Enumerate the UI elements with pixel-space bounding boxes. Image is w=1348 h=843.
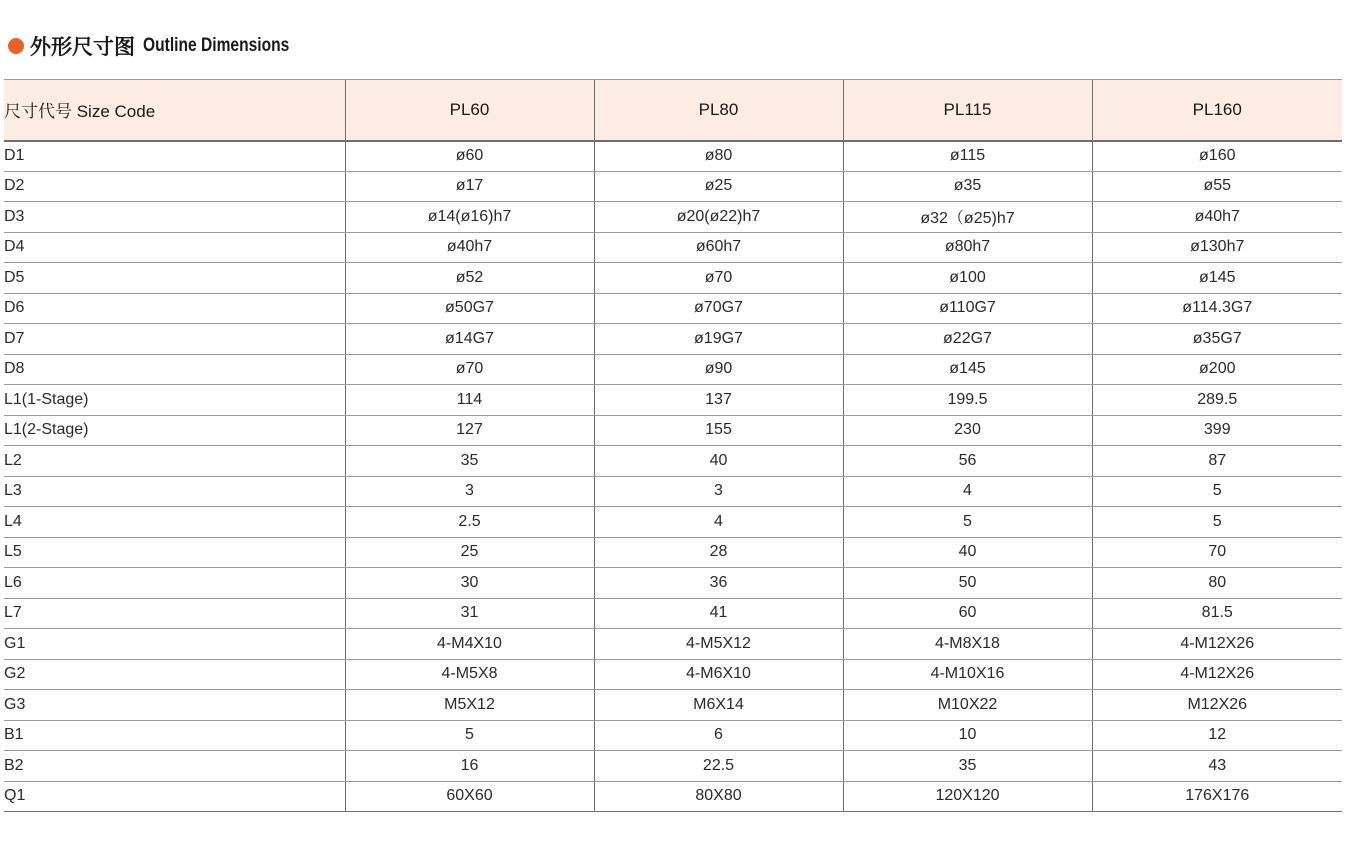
table-row <box>4 141 1342 172</box>
value-cell: 40 <box>594 446 843 477</box>
table-row <box>4 476 1342 507</box>
row-label-cell: D3 <box>4 202 345 233</box>
value-cell: 5 <box>843 507 1092 538</box>
value-cell: 5 <box>1092 507 1342 538</box>
value-cell: ø200 <box>1092 354 1342 385</box>
value-cell: ø14G7 <box>345 324 594 355</box>
value-cell: ø70G7 <box>594 293 843 324</box>
heading-title-english: Outline Dimensions <box>143 35 290 56</box>
row-label-cell: D5 <box>4 263 345 294</box>
column-header-model: PL80 <box>594 80 843 141</box>
value-cell: 4 <box>843 476 1092 507</box>
value-cell: ø14(ø16)h7 <box>345 202 594 233</box>
value-cell: ø55 <box>1092 171 1342 202</box>
value-cell: 4-M8X18 <box>843 629 1092 660</box>
value-cell: ø32（ø25)h7 <box>843 202 1092 233</box>
value-cell: 22.5 <box>594 751 843 782</box>
row-label-cell: L7 <box>4 598 345 629</box>
value-cell: ø22G7 <box>843 324 1092 355</box>
value-cell: 30 <box>345 568 594 599</box>
value-cell: 3 <box>345 476 594 507</box>
table-row <box>4 690 1342 721</box>
table-row <box>4 415 1342 446</box>
value-cell: 41 <box>594 598 843 629</box>
value-cell: 4 <box>594 507 843 538</box>
value-cell: 4-M5X12 <box>594 629 843 660</box>
value-cell: ø40h7 <box>1092 202 1342 233</box>
table-row <box>4 202 1342 233</box>
column-header-size-code: 尺寸代号 Size Code <box>4 80 345 141</box>
bullet-dot-icon <box>8 38 24 54</box>
table-row <box>4 171 1342 202</box>
value-cell: ø60 <box>345 141 594 172</box>
row-label-cell: Q1 <box>4 781 345 812</box>
table-row <box>4 598 1342 629</box>
value-cell: 289.5 <box>1092 385 1342 416</box>
heading-title-chinese: 外形尺寸图 <box>30 36 135 59</box>
row-label-cell: D2 <box>4 171 345 202</box>
value-cell: 399 <box>1092 415 1342 446</box>
value-cell: 16 <box>345 751 594 782</box>
section-heading <box>8 32 321 60</box>
table-row <box>4 232 1342 263</box>
column-header-model: PL115 <box>843 80 1092 141</box>
value-cell: 60X60 <box>345 781 594 812</box>
table-body <box>4 141 1342 812</box>
row-label-cell: D7 <box>4 324 345 355</box>
value-cell: 4-M10X16 <box>843 659 1092 690</box>
row-label-cell: L4 <box>4 507 345 538</box>
value-cell: 50 <box>843 568 1092 599</box>
value-cell: ø80h7 <box>843 232 1092 263</box>
value-cell: 31 <box>345 598 594 629</box>
row-label-cell: B1 <box>4 720 345 751</box>
row-label-cell: L1(2-Stage) <box>4 415 345 446</box>
column-header-model: PL160 <box>1092 80 1342 141</box>
value-cell: M10X22 <box>843 690 1092 721</box>
value-cell: ø160 <box>1092 141 1342 172</box>
value-cell: ø50G7 <box>345 293 594 324</box>
value-cell: 60 <box>843 598 1092 629</box>
row-label-cell: G2 <box>4 659 345 690</box>
value-cell: 10 <box>843 720 1092 751</box>
value-cell: 6 <box>594 720 843 751</box>
value-cell: 35 <box>345 446 594 477</box>
table-row <box>4 293 1342 324</box>
table-row <box>4 385 1342 416</box>
value-cell: 199.5 <box>843 385 1092 416</box>
table-row <box>4 446 1342 477</box>
value-cell: 5 <box>345 720 594 751</box>
table-row <box>4 659 1342 690</box>
value-cell: 5 <box>1092 476 1342 507</box>
value-cell: 28 <box>594 537 843 568</box>
value-cell: 4-M12X26 <box>1092 629 1342 660</box>
table-row <box>4 354 1342 385</box>
row-label-cell: L6 <box>4 568 345 599</box>
value-cell: 12 <box>1092 720 1342 751</box>
row-label-cell: L3 <box>4 476 345 507</box>
value-cell: ø20(ø22)h7 <box>594 202 843 233</box>
value-cell: ø35G7 <box>1092 324 1342 355</box>
value-cell: M12X26 <box>1092 690 1342 721</box>
value-cell: ø145 <box>1092 263 1342 294</box>
value-cell: 4-M12X26 <box>1092 659 1342 690</box>
table-row <box>4 263 1342 294</box>
value-cell: 36 <box>594 568 843 599</box>
row-label-cell: D6 <box>4 293 345 324</box>
value-cell: 120X120 <box>843 781 1092 812</box>
row-label-cell: B2 <box>4 751 345 782</box>
table-row <box>4 324 1342 355</box>
value-cell: 230 <box>843 415 1092 446</box>
column-header-model: PL60 <box>345 80 594 141</box>
table-row <box>4 751 1342 782</box>
table-row <box>4 537 1342 568</box>
value-cell: ø70 <box>345 354 594 385</box>
table-row <box>4 507 1342 538</box>
row-label-cell: G3 <box>4 690 345 721</box>
value-cell: ø145 <box>843 354 1092 385</box>
value-cell: 114 <box>345 385 594 416</box>
value-cell: ø40h7 <box>345 232 594 263</box>
value-cell: M5X12 <box>345 690 594 721</box>
value-cell: ø52 <box>345 263 594 294</box>
value-cell: 35 <box>843 751 1092 782</box>
row-label-cell: L1(1-Stage) <box>4 385 345 416</box>
value-cell: 56 <box>843 446 1092 477</box>
row-label-cell: G1 <box>4 629 345 660</box>
row-label-cell: L2 <box>4 446 345 477</box>
dimensions-table <box>4 79 1342 812</box>
table-header-row <box>4 80 1342 141</box>
value-cell: 127 <box>345 415 594 446</box>
value-cell: ø115 <box>843 141 1092 172</box>
value-cell: 80X80 <box>594 781 843 812</box>
value-cell: 40 <box>843 537 1092 568</box>
value-cell: 81.5 <box>1092 598 1342 629</box>
value-cell: ø114.3G7 <box>1092 293 1342 324</box>
value-cell: 4-M6X10 <box>594 659 843 690</box>
value-cell: 87 <box>1092 446 1342 477</box>
value-cell: ø19G7 <box>594 324 843 355</box>
table-row <box>4 781 1342 812</box>
value-cell: ø110G7 <box>843 293 1092 324</box>
table-row <box>4 568 1342 599</box>
value-cell: ø17 <box>345 171 594 202</box>
row-label-cell: D4 <box>4 232 345 263</box>
value-cell: ø90 <box>594 354 843 385</box>
table-row <box>4 720 1342 751</box>
row-label-cell: D1 <box>4 141 345 172</box>
value-cell: M6X14 <box>594 690 843 721</box>
value-cell: ø100 <box>843 263 1092 294</box>
value-cell: 80 <box>1092 568 1342 599</box>
value-cell: 25 <box>345 537 594 568</box>
value-cell: ø60h7 <box>594 232 843 263</box>
row-label-cell: D8 <box>4 354 345 385</box>
value-cell: 70 <box>1092 537 1342 568</box>
value-cell: 3 <box>594 476 843 507</box>
value-cell: 4-M5X8 <box>345 659 594 690</box>
value-cell: ø25 <box>594 171 843 202</box>
value-cell: 43 <box>1092 751 1342 782</box>
value-cell: ø70 <box>594 263 843 294</box>
value-cell: ø80 <box>594 141 843 172</box>
value-cell: ø130h7 <box>1092 232 1342 263</box>
value-cell: 176X176 <box>1092 781 1342 812</box>
value-cell: 137 <box>594 385 843 416</box>
table-header <box>4 80 1342 141</box>
value-cell: 4-M4X10 <box>345 629 594 660</box>
value-cell: 2.5 <box>345 507 594 538</box>
row-label-cell: L5 <box>4 537 345 568</box>
table-row <box>4 629 1342 660</box>
value-cell: 155 <box>594 415 843 446</box>
value-cell: ø35 <box>843 171 1092 202</box>
dimensions-table-container <box>4 79 1342 812</box>
